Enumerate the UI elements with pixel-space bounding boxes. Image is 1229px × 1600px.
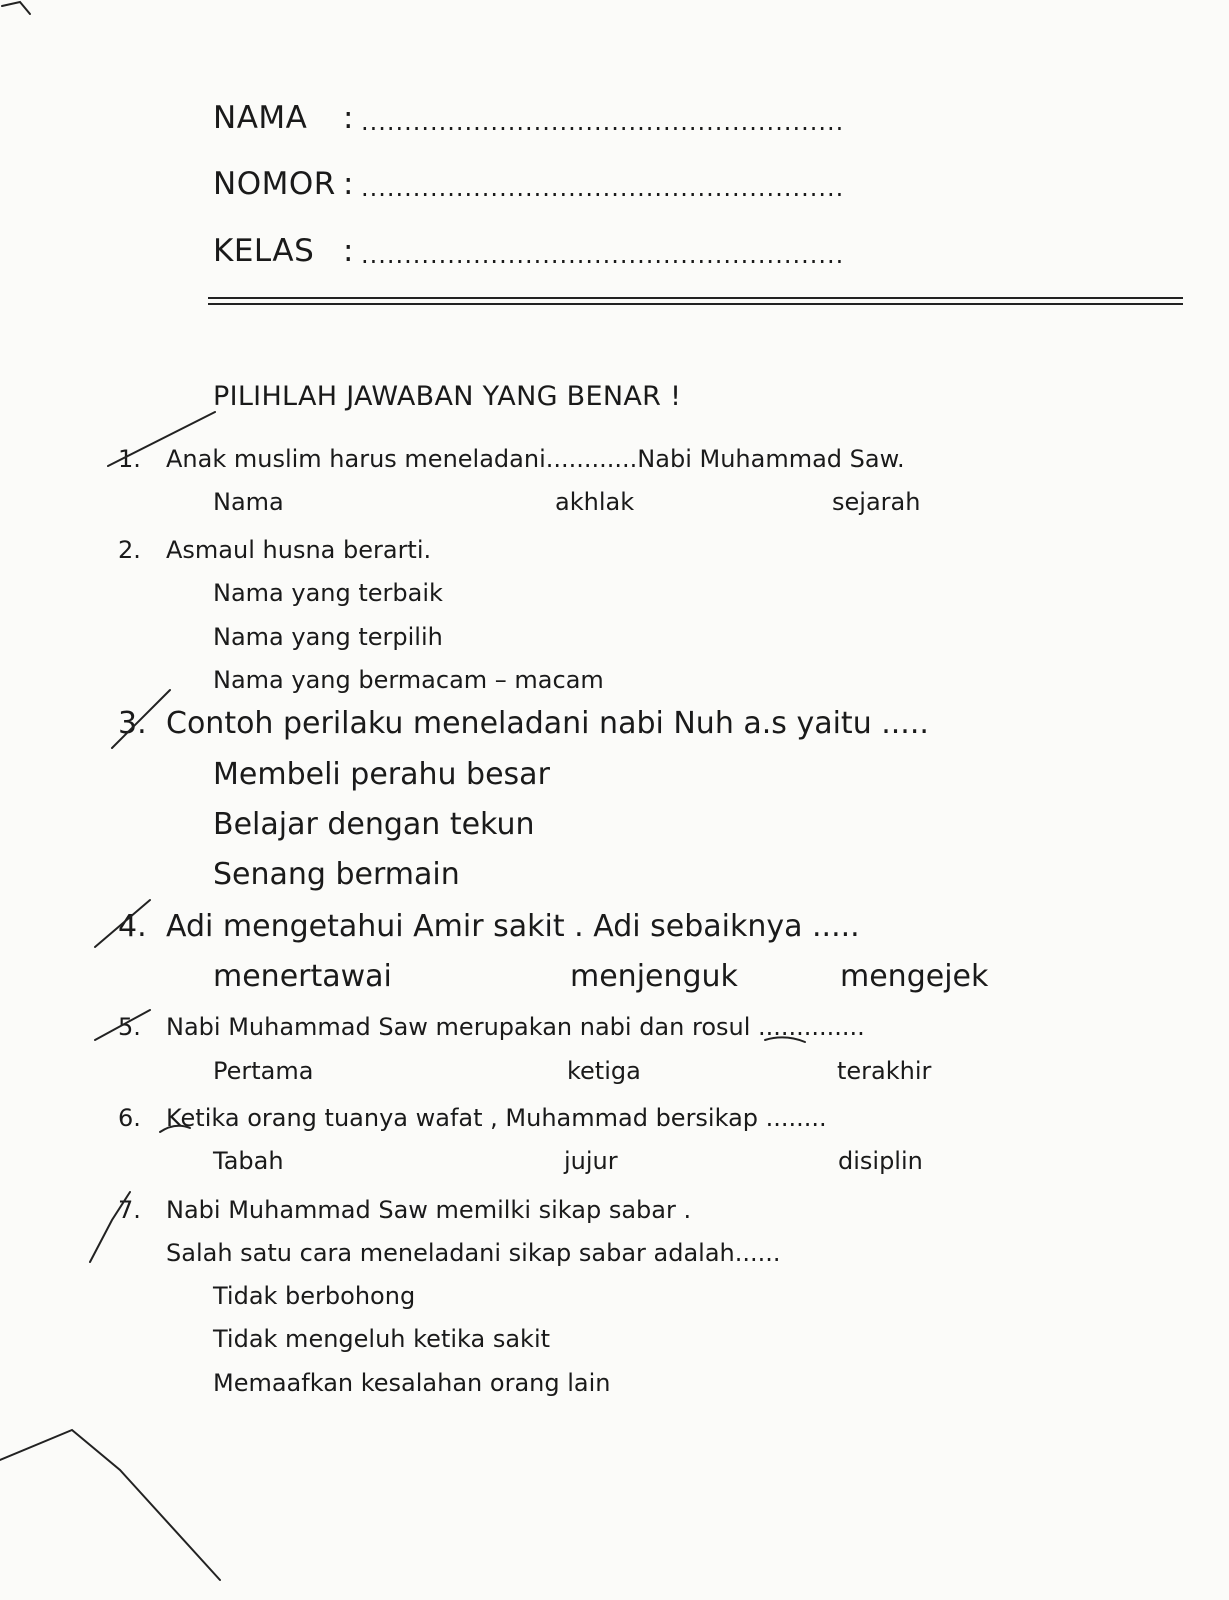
class-label: KELAS (213, 233, 315, 269)
question-text: Nabi Muhammad Saw merupakan nabi dan rosul .............. (166, 1013, 865, 1041)
question-number: 2. (118, 536, 141, 564)
option: Nama yang terpilih (213, 623, 443, 651)
question-text: Nabi Muhammad Saw memilki sikap sabar . (166, 1196, 692, 1224)
question-number: 4. (118, 909, 147, 944)
option: Tidak mengeluh ketika sakit (213, 1325, 551, 1353)
option: Nama (213, 488, 284, 516)
question-number: 7. (118, 1196, 141, 1224)
corner-fold-mark (0, 1430, 220, 1580)
option: Memaafkan kesalahan orang lain (213, 1369, 611, 1397)
question-text-continued: Salah satu cara meneladani sikap sabar adalah...... (166, 1239, 781, 1267)
name-blank: ........................................................ (361, 108, 845, 136)
option: akhlak (555, 488, 635, 516)
option: Tidak berbohong (213, 1282, 416, 1310)
option: terakhir (837, 1057, 932, 1085)
question-text: Adi mengetahui Amir sakit . Adi sebaiknya ..... (166, 909, 860, 944)
instruction-heading: PILIHLAH JAWABAN YANG BENAR ! (213, 381, 682, 412)
option: Belajar dengan tekun (213, 807, 535, 842)
option: sejarah (832, 488, 921, 516)
number-field (213, 166, 845, 202)
option: menertawai (213, 959, 392, 994)
option: Nama yang bermacam – macam (213, 666, 604, 694)
option: Nama yang terbaik (213, 579, 443, 607)
header-divider-top (208, 297, 1183, 299)
question-text: Asmaul husna berarti. (166, 536, 432, 564)
class-field (213, 233, 845, 269)
number-separator: : (343, 166, 354, 202)
question-text: Anak muslim harus meneladani............Nabi Muhammad Saw. (166, 445, 905, 473)
option: Pertama (213, 1057, 314, 1085)
question-number: 6. (118, 1104, 141, 1132)
class-blank: ........................................................ (361, 241, 845, 269)
option: menjenguk (570, 959, 738, 994)
header-divider-bottom (208, 303, 1183, 305)
name-separator: : (343, 100, 354, 136)
option: mengejek (840, 959, 989, 994)
option: Membeli perahu besar (213, 757, 550, 792)
question-number: 1. (118, 445, 141, 473)
option: ketiga (567, 1057, 641, 1085)
corner-mark (2, 2, 30, 14)
question-number: 5. (118, 1013, 141, 1041)
question-text: Ketika orang tuanya wafat , Muhammad bersikap ........ (166, 1104, 827, 1132)
number-blank: ........................................................ (361, 174, 845, 202)
question-number: 3. (118, 706, 147, 741)
option: jujur (564, 1147, 618, 1175)
option: disiplin (838, 1147, 923, 1175)
number-label: NOMOR (213, 166, 336, 202)
option: Senang bermain (213, 857, 460, 892)
option: Tabah (213, 1147, 284, 1175)
name-label: NAMA (213, 100, 308, 136)
question-text: Contoh perilaku meneladani nabi Nuh a.s yaitu ..... (166, 706, 929, 741)
class-separator: : (343, 233, 354, 269)
name-field (213, 100, 845, 136)
